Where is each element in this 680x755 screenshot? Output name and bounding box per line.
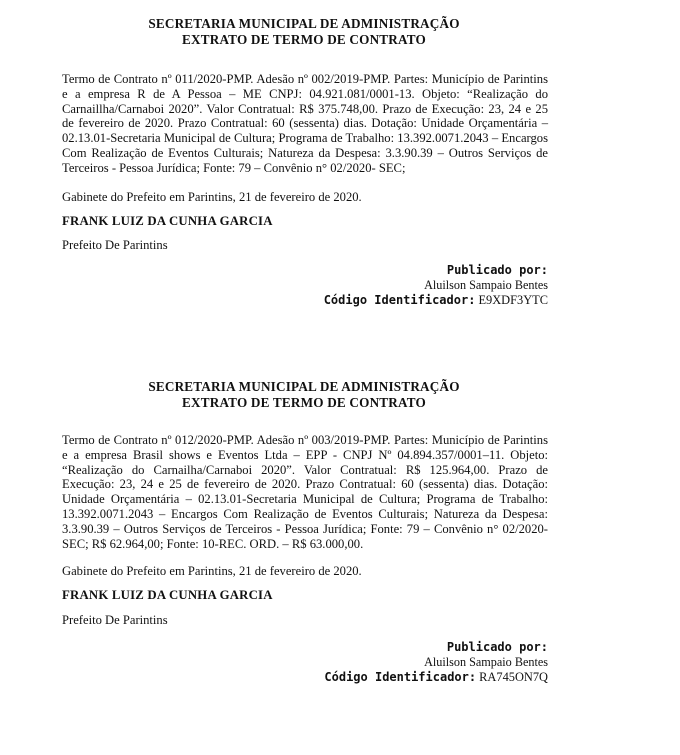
- document-type-title: EXTRATO DE TERMO DE CONTRATO: [182, 32, 426, 47]
- place-and-date: Gabinete do Prefeito em Parintins, 21 de fevereiro de 2020.: [62, 189, 362, 204]
- identifier-label: Código Identificador:: [323, 292, 476, 307]
- document-type-title: EXTRATO DE TERMO DE CONTRATO: [182, 395, 426, 410]
- identifier-code: RA745ON7Q: [479, 670, 548, 685]
- published-by-name: Aluilson Sampaio Bentes: [424, 655, 548, 670]
- signer-name: FRANK LUIZ DA CUNHA GARCIA: [62, 588, 273, 603]
- identifier-label: Código Identificador:: [324, 670, 477, 685]
- published-by-label: Publicado por:: [446, 262, 548, 277]
- publication-info: [62, 263, 548, 308]
- contract-details: Termo de Contrato nº 011/2020-PMP. Adesão nº 002/2019-PMP. Partes: Município de Parintins e a empresa R de A Pessoa – ME CNPJ: 04.921.081/0001-13. Objeto: “Realização do Carnaillha/Carnaboi 2020”. Valor Contratual: R$ 375.748,00. Prazo de Execução: 23, 24 e 25 de fevereiro de 2020. Prazo Contratual: 60 (sessenta) dias. Dotação: Unidade Orçamentária – 02.13.01-Secretaria Municipal de Cultura; Programa de Trabalho: 13.392.0071.2043 – Encargos Com Realização de Eventos Culturais; Natureza da Despesa: 3.3.90.39 – Outros Serviços de Terceiros - Pessoa Jurídica; Fonte: 79 – Convênio n° 02/2020- SEC;: [62, 72, 548, 175]
- identifier-code: E9XDF3YTC: [478, 292, 548, 307]
- published-by-name: Aluilson Sampaio Bentes: [424, 277, 548, 292]
- contract-details: Termo de Contrato nº 012/2020-PMP. Adesão nº 003/2019-PMP. Partes: Município de Parintins e a empresa Brasil shows e Eventos Ltda – EPP - CNPJ Nº 04.894.357/0001–11. Objeto: “Realização do Carnailha/Carnaboi 2020”. Valor Contratual: R$ 125.964,00. Prazo de Execução: 23, 24 e 25 de fevereiro de 2020. Prazo Contratual: 60 (sessenta) dias. Dotação: Unidade Orçamentária – 02.13.01-Secretaria Municipal de Cultura; Programa de Trabalho: 13.392.0071.2043 – Encargos Com Realização de Eventos Culturais; Natureza da Despesa: 3.3.90.39 – Outros Serviços de Terceiros - Pessoa Jurídica; Fonte: 79 – Convênio n° 02/2020- SEC; R$ 62.964,00; Fonte: 10-REC. ORD. – R$ 63.000,00.: [62, 433, 548, 551]
- contract-extract-2: [62, 379, 548, 685]
- publication-info: [62, 640, 548, 685]
- signer-role: Prefeito De Parintins: [62, 237, 168, 252]
- department-title: SECRETARIA MUNICIPAL DE ADMINISTRAÇÃO: [148, 379, 460, 394]
- identifier-line: [62, 293, 548, 308]
- department-title: SECRETARIA MUNICIPAL DE ADMINISTRAÇÃO: [148, 16, 460, 31]
- identifier-line: [62, 670, 548, 685]
- published-by-label: Publicado por:: [446, 640, 548, 655]
- contract-extract-1: [62, 16, 548, 308]
- signer-name: FRANK LUIZ DA CUNHA GARCIA: [62, 213, 273, 228]
- signer-role: Prefeito De Parintins: [62, 613, 168, 628]
- extract-heading: [60, 16, 548, 48]
- extract-heading: [60, 379, 548, 411]
- place-and-date: Gabinete do Prefeito em Parintins, 21 de fevereiro de 2020.: [62, 564, 362, 579]
